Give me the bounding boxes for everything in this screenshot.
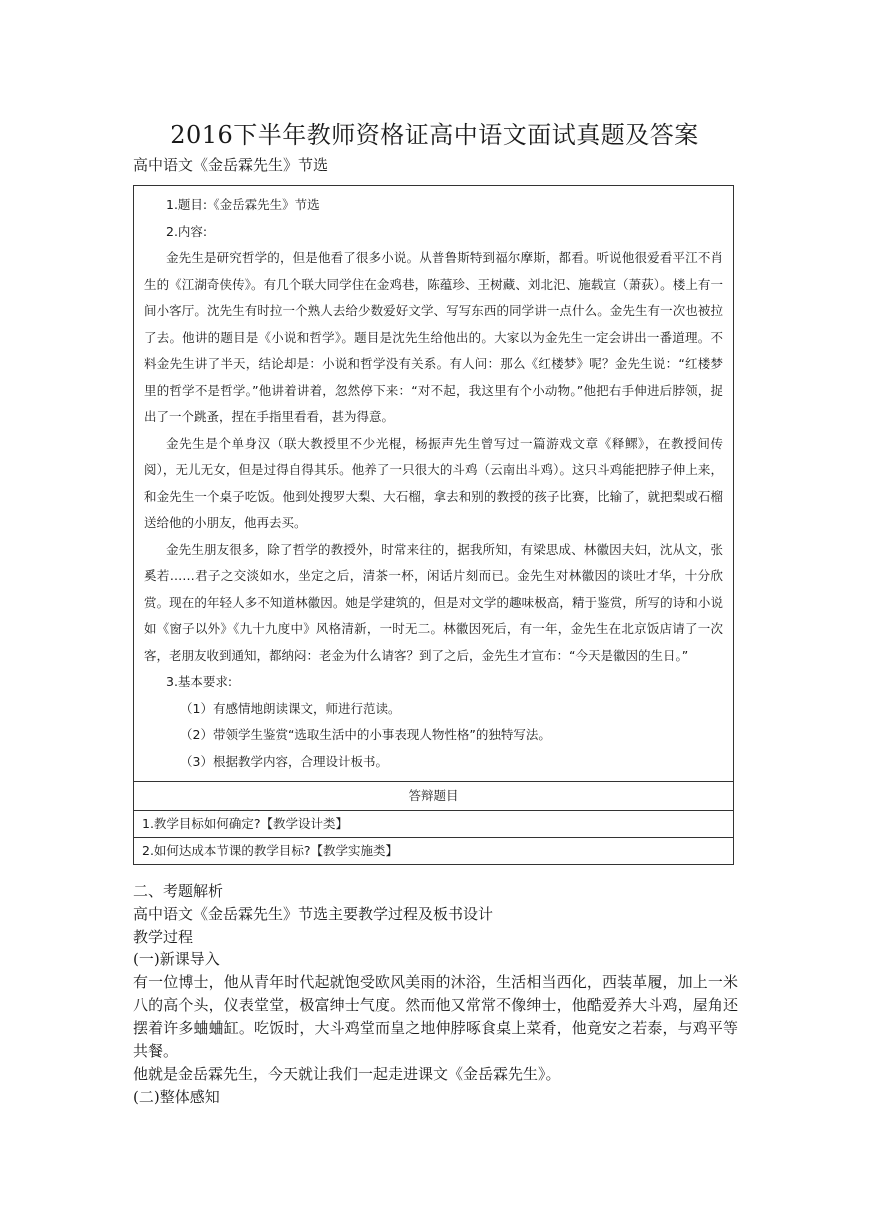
passage-paragraph-3: 金先生朋友很多，除了哲学的教授外，时常来往的，据我所知，有梁思成、林徽因夫妇，沈从文，张奚若……君子之交淡如水，坐定之后，清茶一杯，闲话片刻而已。金先生对林徽因的谈吐才华，十分欣赏。现在的年轻人多不知道林徽因。她是学建筑的，但是对文学的趣味极高，精于鉴赏，所写的诗和小说如《窗子以外》《九十九度中》风格清新，一时无二。林徽因死后，有一年，金先生在北京饭店请了一次客，老朋友收到通知，都纳闷：老金为什么请客？到了之后，金先生才宣布：“今天是徽因的生日。” bbox=[144, 541, 723, 663]
intro-paragraph: 有一位博士，他从青年时代起就饱受欧风美雨的沐浴，生活相当西化，西装革履，加上一米八的高个头，仪表堂堂，极富绅士气度。然而他又常常不像绅士，他酷爱养大斗鸡，屋角还摆着许多蛐蛐缸。吃饭时，大斗鸡堂而皇之地伸脖啄食桌上菜肴，他竟安之若泰，与鸡平等共餐。 bbox=[133, 973, 738, 1061]
document-subtitle: 高中语文《金岳霖先生》节选 bbox=[133, 156, 329, 174]
requirement-item-3: （3）根据教学内容，合理设计板书。 bbox=[180, 753, 388, 769]
section-heading: 二、考题解析 bbox=[133, 882, 224, 900]
overall-heading: (二)整体感知 bbox=[133, 1087, 220, 1106]
question-content-cell bbox=[134, 186, 733, 782]
passage-paragraph-2: 金先生是个单身汉（联大教授里不少光棍，杨振声先生曾写过一篇游戏文章《释鳏》，在教授间传阅），无儿无女，但是过得自得其乐。他养了一只很大的斗鸡（云南出斗鸡）。这只斗鸡能把脖子伸上来，和金先生一个桌子吃饭。他到处搜罗大梨、大石榴，拿去和别的教授的孩子比赛，比输了，就把梨或石榴送给他的小朋友，他再去买。 bbox=[144, 435, 723, 530]
defense-question-1: 1.教学目标如何确定?【教学设计类】 bbox=[142, 816, 349, 831]
intro-heading: (一)新课导入 bbox=[133, 950, 220, 969]
intro-closing: 他就是金岳霖先生，今天就让我们一起走进课文《金岳霖先生》。 bbox=[133, 1065, 561, 1084]
teaching-process-heading: 教学过程 bbox=[133, 927, 194, 946]
requirements-label: 3.基本要求: bbox=[166, 674, 233, 689]
exam-question-table bbox=[133, 185, 734, 865]
question-topic: 1.题目:《金岳霖先生》节选 bbox=[166, 197, 320, 212]
requirement-item-2: （2）带领学生鉴赏“选取生活中的小事表现人物性格”的独特写法。 bbox=[180, 727, 551, 742]
defense-question-2: 2.如何达成本节课的教学目标?【教学实施类】 bbox=[134, 837, 733, 864]
requirement-item-1: （1）有感情地朗读课文，师进行范读。 bbox=[180, 700, 401, 716]
passage-paragraph-1: 金先生是研究哲学的，但是他看了很多小说。从普鲁斯特到福尔摩斯，都看。听说他很爱看平江不肖生的《江湖奇侠传》。有几个联大同学住在金鸡巷，陈蕴珍、王树藏、刘北汜、施载宣（萧荻）。楼上有一间小客厅。沈先生有时拉一个熟人去给少数爱好文学、写写东西的同学讲一点什么。金先生有一次也被拉了去。他讲的题目是《小说和哲学》。题目是沈先生给他出的。大家以为金先生一定会讲出一番道理。不料金先生讲了半天，结论却是：小说和哲学没有关系。有人问：那么《红楼梦》呢？金先生说：“红楼梦里的哲学不是哲学。”他讲着讲着，忽然停下来：“对不起，我这里有个小动物。”他把右手伸进后脖领，捉出了一个跳蚤，捏在手指里看看，甚为得意。 bbox=[144, 250, 723, 424]
process-heading: 高中语文《金岳霖先生》节选主要教学过程及板书设计 bbox=[133, 904, 494, 923]
analysis-section bbox=[133, 880, 738, 1109]
content-label: 2.内容: bbox=[166, 223, 208, 239]
defense-questions-header: 答辩题目 bbox=[134, 782, 733, 811]
page-title: 2016下半年教师资格证高中语文面试真题及答案 bbox=[170, 121, 699, 149]
